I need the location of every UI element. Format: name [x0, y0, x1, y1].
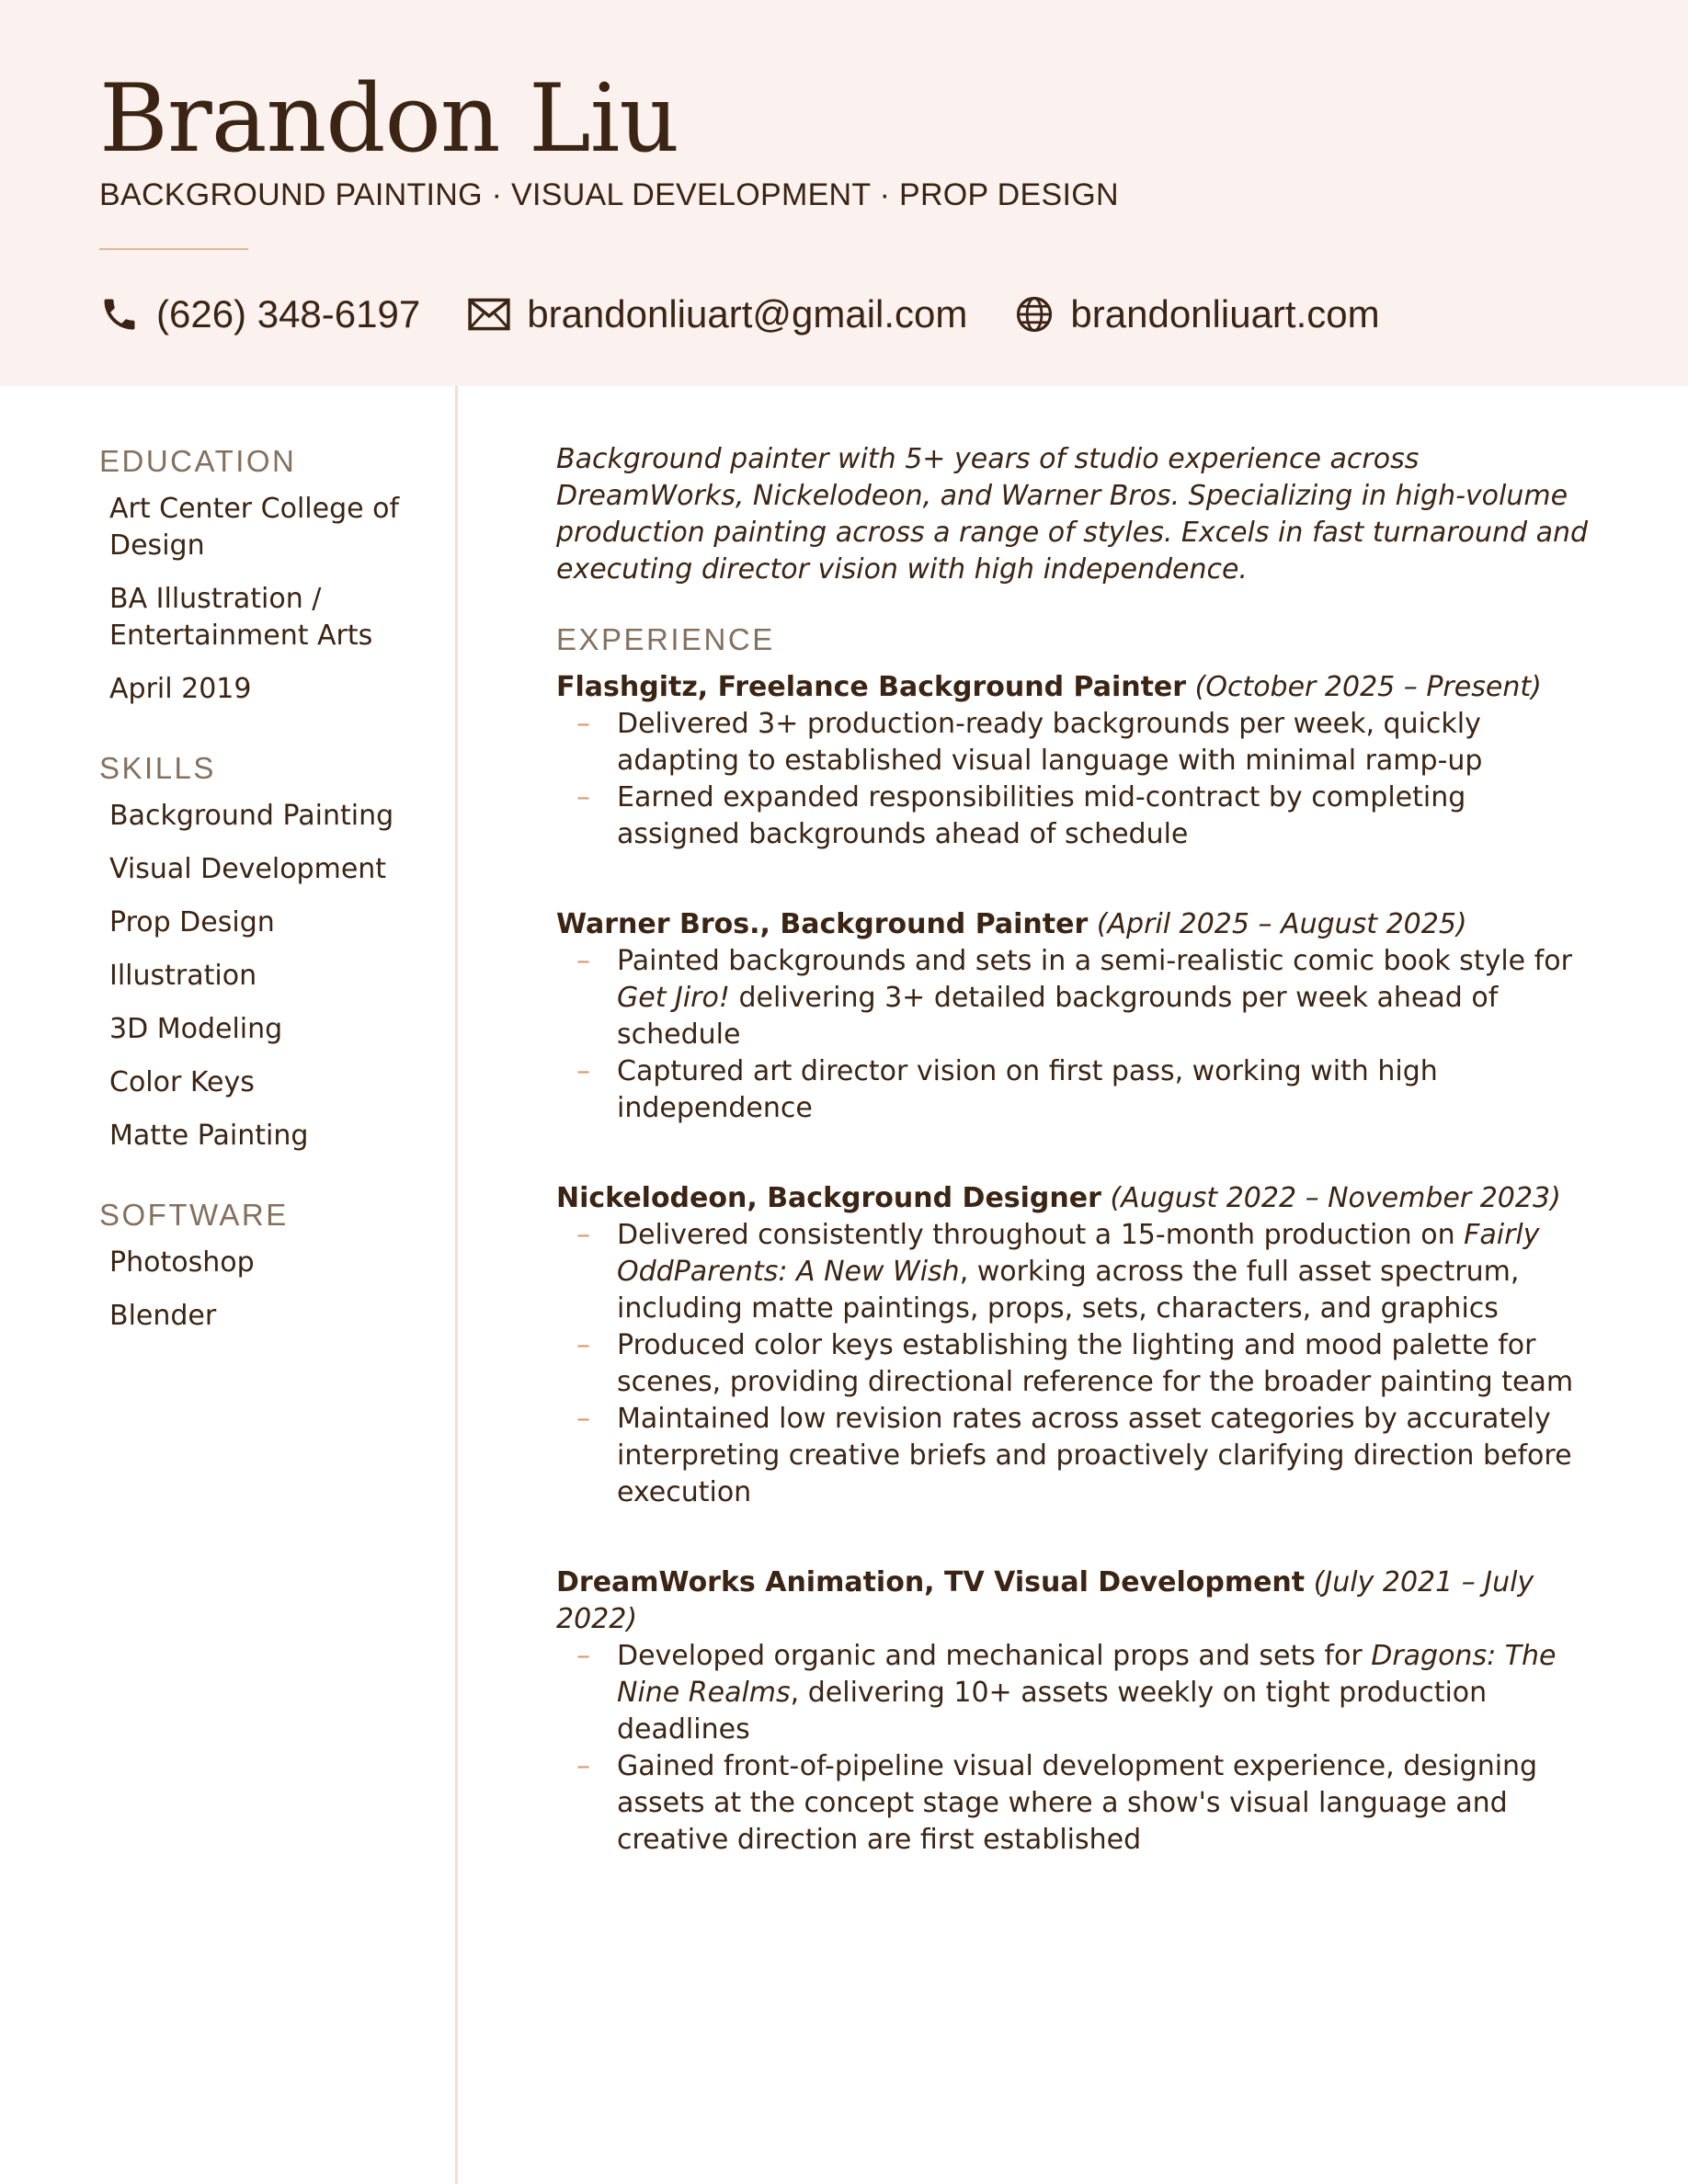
job-title: [556, 906, 1595, 943]
software-heading: SOFTWARE: [99, 1198, 289, 1232]
software-list: [99, 1245, 430, 1335]
software-item: Photoshop: [109, 1246, 255, 1279]
software-item: Blender: [109, 1300, 217, 1332]
education-heading: EDUCATION: [99, 444, 297, 478]
globe-icon: [1015, 295, 1054, 334]
job-title: [556, 1564, 1595, 1638]
bullet-dash: –: [576, 1055, 590, 1087]
job-title: [556, 669, 1595, 706]
job-entry: [556, 669, 1595, 853]
job-role: Nickelodeon, Background Designer: [556, 1182, 1101, 1214]
skill-item: Illustration: [109, 960, 257, 992]
candidate-name: Brandon Liu: [99, 64, 679, 174]
job-entry: [556, 1564, 1595, 1859]
skills-heading: SKILLS: [99, 751, 216, 785]
website-url[interactable]: brandonliuart.com: [1070, 292, 1380, 336]
skill-item: Background Painting: [109, 800, 394, 832]
skill-item: Visual Development: [109, 853, 387, 885]
main-column: [556, 441, 1595, 1912]
bullet-dash: –: [576, 781, 590, 813]
experience-heading: EXPERIENCE: [556, 622, 775, 656]
bullet-dash: –: [576, 708, 590, 740]
skill-item: Prop Design: [109, 906, 275, 938]
job-bullet: – Developed organic and mechanical props and sets for Dragons: The Nine Realms, delivering 10+ assets weekly on tight production deadlines: [576, 1640, 1557, 1746]
bullet-dash: –: [576, 945, 590, 977]
job-dates: (July 2021 – July 2022): [556, 1566, 1534, 1635]
job-bullet: – Gained front-of-pipeline visual development experience, designing assets at the concept stage where a show's visual language and creative direction are first established: [576, 1750, 1538, 1856]
job-role: DreamWorks Animation, TV Visual Development: [556, 1566, 1306, 1598]
job-entry: [556, 906, 1595, 1127]
bullet-dash: –: [576, 1329, 590, 1361]
job-bullet: – Delivered 3+ production-ready backgrounds per week, quickly adapting to established visual language with minimal ramp-up: [576, 708, 1483, 777]
education-item: April 2019: [109, 673, 252, 705]
column-divider: [455, 386, 458, 2184]
envelope-icon: [468, 298, 510, 331]
job-bullets: [556, 706, 1595, 853]
contact-website: [1015, 292, 1379, 336]
job-entry: [556, 1180, 1595, 1511]
header-rule: [99, 248, 248, 250]
bullet-dash: –: [576, 1403, 590, 1435]
summary: Background painter with 5+ years of studio experience across DreamWorks, Nickelodeon, and Warner Bros. Specializing in high-volume production painting across a range of styles. Excels in fast turnaround and executing director vision with high independence.: [556, 443, 1589, 586]
job-title: [556, 1180, 1595, 1217]
job-dates: (October 2025 – Present): [1194, 671, 1542, 703]
contact-email: [468, 292, 967, 336]
job-bullet: – Maintained low revision rates across asset categories by accurately interpreting creative briefs and proactively clarifying direction before execution: [576, 1403, 1572, 1508]
contact-phone: [99, 292, 420, 336]
bullet-dash: –: [576, 1640, 590, 1672]
education-list: [99, 491, 430, 708]
job-bullet: – Earned expanded responsibilities mid-contract by completing assigned backgrounds ahead of schedule: [576, 781, 1466, 850]
tagline: BACKGROUND PAINTING · VISUAL DEVELOPMENT · PROP DESIGN: [99, 177, 1119, 212]
skills-list: [99, 798, 430, 1155]
contact-row: [99, 285, 1428, 344]
education-item: Art Center College of Design: [109, 493, 400, 562]
job-dates: (August 2022 – November 2023): [1110, 1182, 1561, 1214]
job-bullets: [556, 1217, 1595, 1511]
header: [0, 0, 1688, 386]
education-item: BA Illustration / Entertainment Arts: [109, 583, 373, 652]
job-bullets: [556, 943, 1595, 1127]
skill-item: Color Keys: [109, 1066, 255, 1098]
skill-item: Matte Painting: [109, 1120, 309, 1152]
job-bullets: [556, 1638, 1595, 1859]
bullet-dash: –: [576, 1219, 590, 1251]
job-bullet: – Delivered consistently throughout a 15-month production on Fairly OddParents: A New Wish, working across the full asset spectrum, including matte paintings, props, sets, characters, and graphics: [576, 1219, 1540, 1325]
job-role: Warner Bros., Background Painter: [556, 908, 1089, 940]
phone-number[interactable]: (626) 348-6197: [156, 292, 421, 336]
phone-icon: [99, 294, 140, 335]
job-dates: (April 2025 – August 2025): [1096, 908, 1467, 940]
job-role: Flashgitz, Freelance Background Painter: [556, 671, 1187, 703]
job-bullet: – Produced color keys establishing the lighting and mood palette for scenes, providing directional reference for the broader painting team: [576, 1329, 1574, 1398]
bullet-dash: –: [576, 1750, 590, 1782]
sidebar: [99, 441, 430, 1375]
email-address[interactable]: brandonliuart@gmail.com: [527, 292, 968, 336]
job-bullet: – Painted backgrounds and sets in a semi-realistic comic book style for Get Jiro! delivering 3+ detailed backgrounds per week ahead of schedule: [576, 945, 1572, 1051]
job-bullet: – Captured art director vision on first pass, working with high independence: [576, 1055, 1438, 1124]
skill-item: 3D Modeling: [109, 1013, 283, 1045]
